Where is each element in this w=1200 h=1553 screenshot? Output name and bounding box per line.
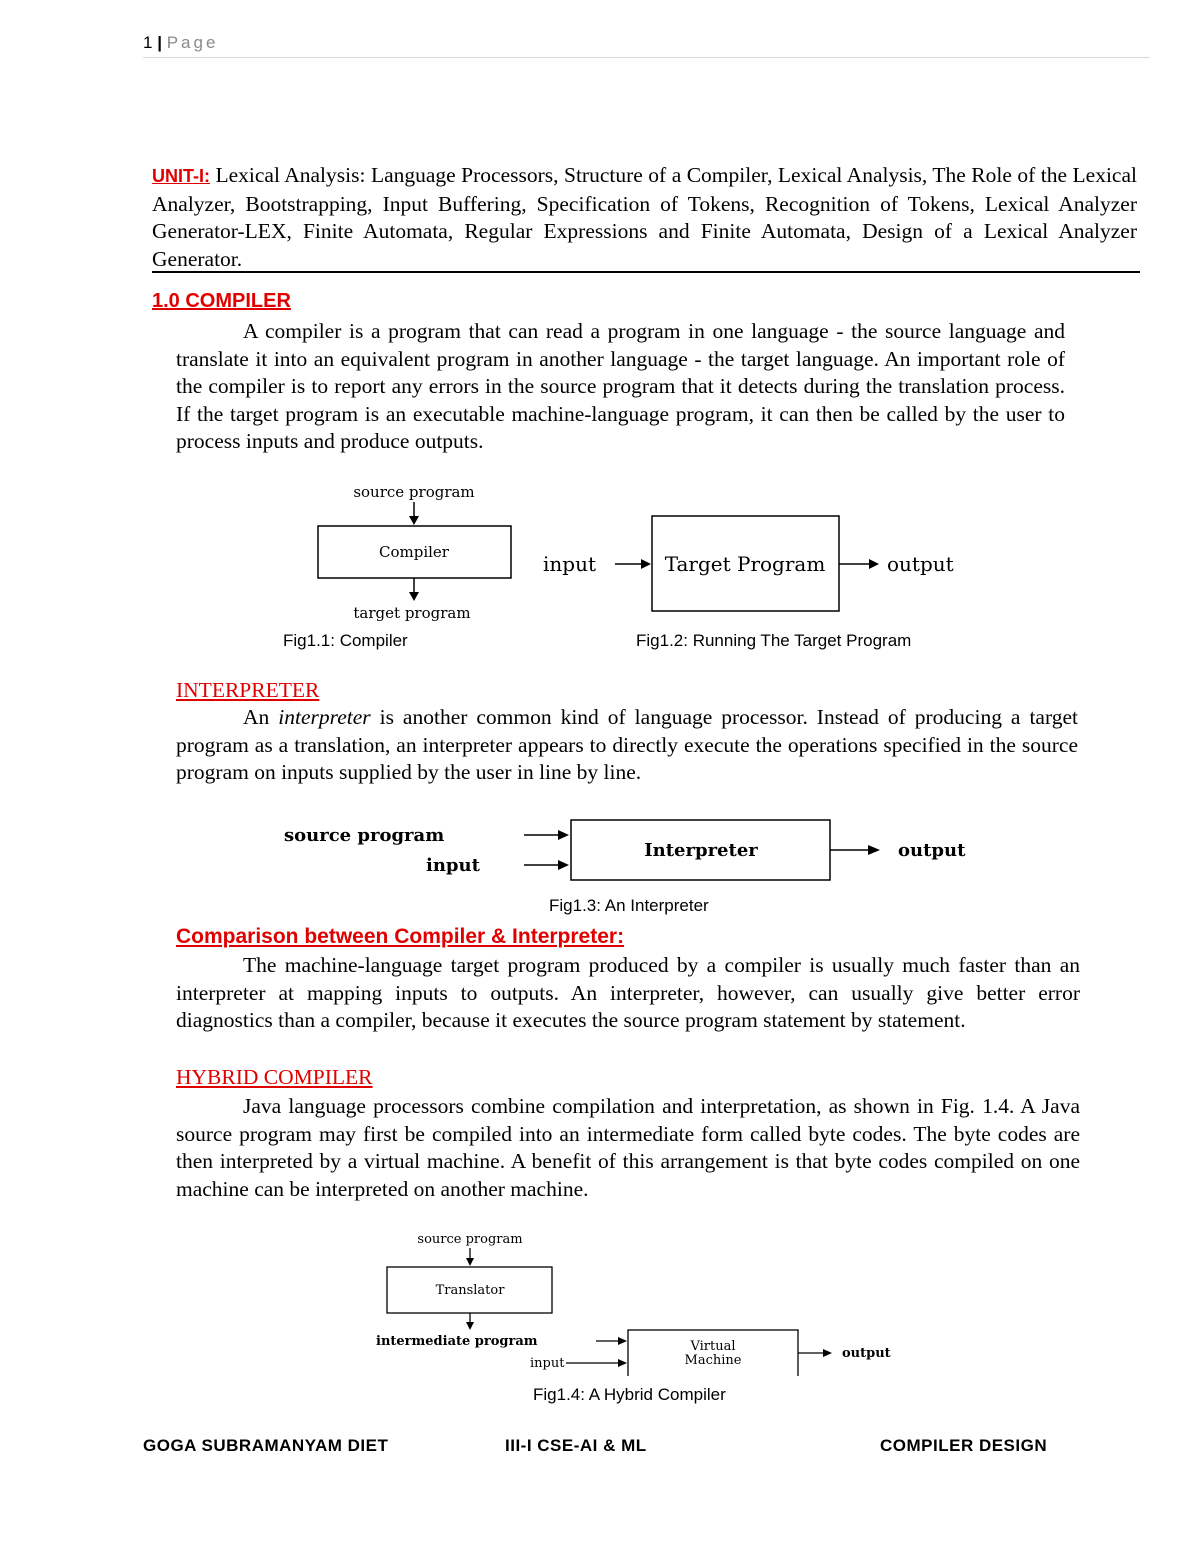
page-header (143, 33, 218, 53)
target-program-diagram (535, 510, 975, 620)
unit-label: UNIT-I: (152, 166, 210, 186)
fig4-arrowhead-translator-out (466, 1322, 474, 1330)
fig4-translator-label: Translator (435, 1283, 505, 1298)
page-label: Page (166, 33, 219, 52)
fig2-input-label: input (543, 552, 596, 576)
fig3-arrowhead-out (868, 845, 880, 855)
fig3-caption: Fig1.3: An Interpreter (549, 896, 709, 915)
fig3-box-label: Interpreter (644, 840, 758, 861)
comparison-heading: Comparison between Compiler & Interpreter: (176, 925, 625, 948)
interpreter-body-pre: An (243, 705, 279, 729)
compiler-body: A compiler is a program that can read a program in one language - the source language and translate it into an equivalent program in another language - the target language. An important role of the compiler is to report any errors in the source program that it detects during the translation process. If the target program is an executable machine-language program, it can then be called by the user to process inputs and produce outputs. (176, 319, 1065, 453)
fig2-arrowhead-in (641, 559, 651, 569)
interpreter-diagram (280, 815, 1010, 885)
fig3-input-label: input (426, 855, 480, 876)
fig4-arrowhead-input (618, 1359, 627, 1367)
compiler-diagram (300, 480, 540, 625)
hybrid-body: Java language processors combine compilation and interpretation, as shown in Fig. 1.4. A Java source program may first be compiled into an intermediate form called byte codes. The byte codes are then interpreted by a virtual machine. A benefit of this arrangement is that byte codes compiled on one machine can be interpreted on another machine. (176, 1094, 1080, 1201)
hybrid-heading: HYBRID COMPILER (176, 1065, 373, 1089)
interpreter-term: interpreter (278, 705, 371, 729)
fig4-caption: Fig1.4: A Hybrid Compiler (533, 1385, 726, 1404)
fig3-source-label: source program (284, 825, 445, 846)
fig4-arrowhead-out (823, 1349, 832, 1357)
footer-institution: GOGA SUBRAMANYAM DIET (143, 1436, 389, 1455)
page-separator: | (157, 33, 162, 52)
fig3-arrowhead-input (558, 860, 569, 870)
fig2-caption: Fig1.2: Running The Target Program (636, 631, 912, 650)
page-number: 1 (143, 33, 153, 52)
fig4-input-label: input (530, 1356, 565, 1371)
fig4-vm-line1: Virtual (690, 1339, 736, 1354)
interpreter-heading: INTERPRETER (176, 678, 320, 702)
fig1-box-label: Compiler (379, 543, 449, 561)
fig4-source-label: source program (417, 1232, 523, 1247)
fig4-output-label: output (842, 1346, 891, 1361)
comparison-body: The machine-language target program produced by a compiler is usually much faster than an interpreter at mapping inputs to outputs. An interpreter, however, can usually give better error diagnostics than a compiler, because it executes the source program statement by statement. (176, 953, 1080, 1032)
compiler-heading: 1.0 COMPILER (152, 290, 291, 312)
footer-subject: COMPILER DESIGN (880, 1436, 1048, 1455)
interpreter-body (176, 704, 1078, 787)
fig4-arrowhead-source (466, 1258, 474, 1266)
interpreter-body-post: is another common kind of language processor. Instead of producing a target program as a translation, an interpreter appears to directly execute the operations specified in the source program on inputs supplied by the user in line by line. (176, 705, 1078, 784)
unit-divider (152, 271, 1140, 273)
fig4-intermediate-label: intermediate program (376, 1334, 538, 1349)
fig3-arrowhead-source (558, 830, 569, 840)
footer-class: III-I CSE-AI & ML (505, 1436, 647, 1455)
fig4-arrowhead-intermediate (618, 1337, 627, 1345)
fig1-caption: Fig1.1: Compiler (283, 631, 408, 650)
fig2-arrowhead-out (869, 559, 879, 569)
unit-summary (152, 162, 1137, 273)
unit-text: Lexical Analysis: Language Processors, Structure of a Compiler, Lexical Analysis, The Role of the Lexical Analyzer, Bootstrapping, Input Buffering, Specification of Tokens, Recognition of Tokens, Lexical Analyzer Generator-LEX, Finite Automata, Regular Expressions and Finite Automata, Design of a Lexical Analyzer Generator. (152, 163, 1137, 271)
hybrid-compiler-diagram (370, 1226, 920, 1376)
header-rule (143, 57, 1150, 58)
fig2-output-label: output (887, 552, 954, 576)
fig1-source-label: source program (353, 483, 475, 501)
fig1-arrowhead-out (409, 592, 419, 601)
fig3-output-label: output (898, 840, 966, 861)
fig4-vm-line2: Machine (684, 1353, 742, 1368)
fig2-box-label: Target Program (664, 552, 826, 576)
fig1-target-label: target program (353, 604, 471, 622)
fig1-arrowhead-in (409, 516, 419, 525)
